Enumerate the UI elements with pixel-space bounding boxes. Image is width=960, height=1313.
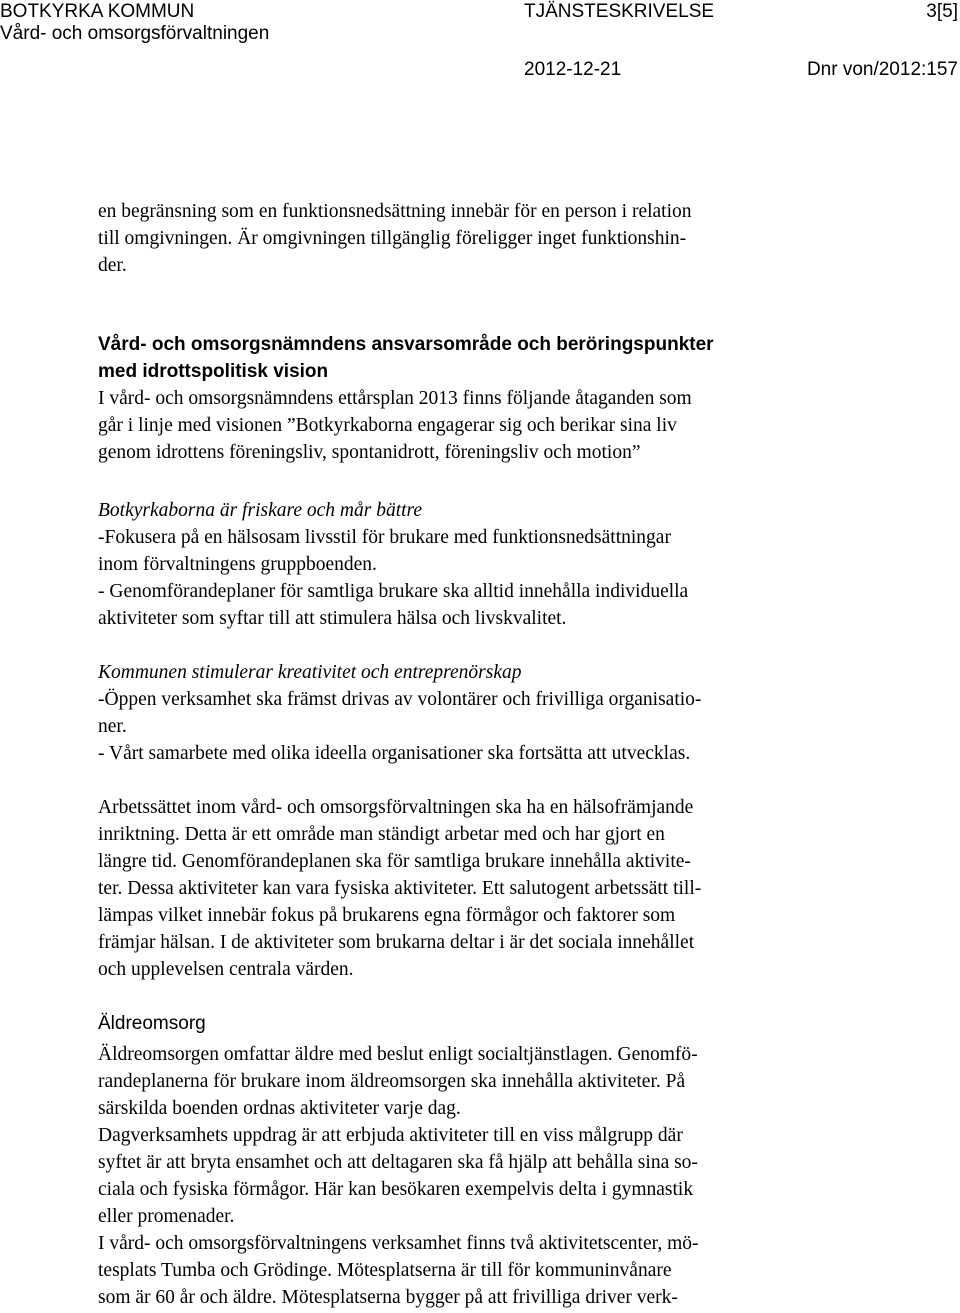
- department-name: Vård- och omsorgsförvaltningen: [0, 23, 270, 44]
- heading-line: Vård- och omsorgsnämndens ansvarsområde och beröringspunkter: [98, 334, 714, 355]
- heading-line: med idrottspolitisk vision: [98, 361, 329, 382]
- text-line: I vård- och omsorgsnämndens ettårsplan 2013 finns följande åtaganden som: [98, 388, 692, 409]
- text-line: särskilda boenden ordnas aktiviteter varje dag.: [98, 1098, 461, 1119]
- text-line: längre tid. Genomförandeplanen ska för samtliga brukare innehålla aktivite-: [98, 851, 691, 872]
- text-line: främjar hälsan. I de aktiviteter som brukarna deltar i är det sociala innehållet: [98, 932, 695, 953]
- text-line: ner.: [98, 716, 127, 737]
- text-line: - Vårt samarbete med olika ideella organisationer ska fortsätta att utvecklas.: [98, 743, 691, 764]
- text-line: - Genomförandeplaner för samtliga brukare ska alltid innehålla individuella: [98, 581, 689, 602]
- text-line: ter. Dessa aktiviteter kan vara fysiska aktiviteter. Ett salutogent arbetssätt till-: [98, 878, 702, 899]
- text-line: -Öppen verksamhet ska främst drivas av volontärer och frivilliga organisatio-: [98, 689, 702, 710]
- goal-title: Botkyrkaborna är friskare och mår bättre: [98, 500, 423, 521]
- section-heading: Äldreomsorg: [98, 1013, 206, 1034]
- goal-health: [98, 497, 838, 632]
- text-line: inriktning. Detta är ett område man ständigt arbetar med och har gjort en: [98, 824, 665, 845]
- text-line: lämpas vilket innebär fokus på brukarens egna förmågor och faktorer som: [98, 905, 676, 926]
- intro-paragraph: [98, 198, 838, 279]
- approach-paragraph: [98, 794, 838, 983]
- text-line: och upplevelsen centrala värden.: [98, 959, 354, 980]
- text-line: inom förvaltningens gruppboenden.: [98, 554, 377, 575]
- text-line: till omgivningen. Är omgivningen tillgänglig föreligger inget funktionshin-: [98, 228, 687, 249]
- section-vision: [98, 331, 838, 466]
- text-line: går i linje med visionen ”Botkyrkaborna engagerar sig och berikar sina liv: [98, 415, 677, 436]
- text-line: Äldreomsorgen omfattar äldre med beslut enligt socialtjänstlagen. Genomfö-: [98, 1044, 698, 1065]
- goal-title: Kommunen stimulerar kreativitet och entreprenörskap: [98, 662, 522, 683]
- text-line: I vård- och omsorgsförvaltningens verksamhet finns två aktivitetscenter, mö-: [98, 1233, 699, 1254]
- page-number: 3[5]: [926, 1, 958, 22]
- section-heading: [98, 331, 838, 385]
- document-date: 2012-12-21: [524, 59, 622, 80]
- text-line: tesplats Tumba och Grödinge. Mötesplatserna är till för kommuninvånare: [98, 1260, 672, 1281]
- text-line: der.: [98, 255, 127, 276]
- text-line: syftet är att bryta ensamhet och att deltagaren ska få hjälp att behålla sina so-: [98, 1152, 698, 1173]
- text-line: aktiviteter som syftar till att stimulera hälsa och livskvalitet.: [98, 608, 567, 629]
- text-line: ciala och fysiska förmågor. Här kan besökaren exempelvis delta i gymnastik: [98, 1179, 694, 1200]
- text-line: som är 60 år och äldre. Mötesplatserna bygger på att frivilliga driver verk-: [98, 1287, 678, 1308]
- text-line: -Fokusera på en hälsosam livsstil för brukare med funktionsnedsättningar: [98, 527, 671, 548]
- text-line: en begränsning som en funktionsnedsättning innebär för en person i relation: [98, 201, 692, 222]
- text-line: randeplanerna för brukare inom äldreomsorgen ska innehålla aktiviteter. På: [98, 1071, 686, 1092]
- text-line: genom idrottens föreningsliv, spontanidrott, föreningsliv och motion”: [98, 442, 641, 463]
- document-type: TJÄNSTESKRIVELSE: [524, 1, 715, 22]
- org-name: BOTKYRKA KOMMUN: [0, 1, 195, 22]
- section-elderly-care: [98, 1010, 838, 1311]
- text-line: eller promenader.: [98, 1206, 235, 1227]
- text-line: Arbetssättet inom vård- och omsorgsförvaltningen ska ha en hälsofrämjande: [98, 797, 694, 818]
- goal-creativity: [98, 659, 838, 767]
- document-dnr: Dnr von/2012:157: [806, 59, 958, 80]
- text-line: Dagverksamhets uppdrag är att erbjuda aktiviteter till en viss målgrupp där: [98, 1125, 683, 1146]
